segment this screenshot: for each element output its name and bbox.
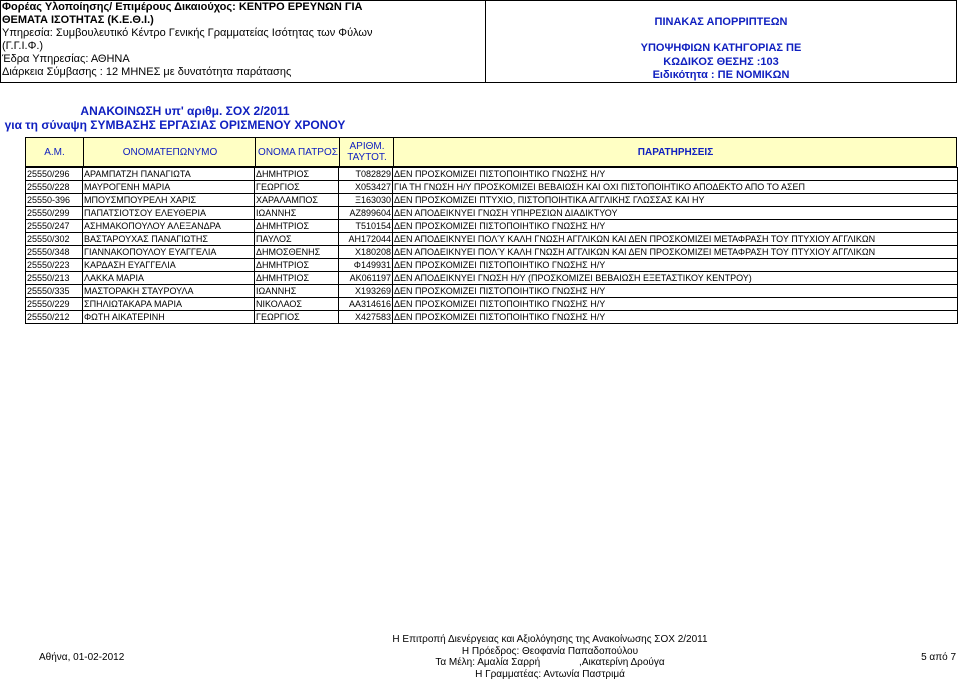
cell-father-name: ΔΗΜΟΣΘΕΝΗΣ <box>255 246 339 259</box>
cell-remarks: ΔΕΝ ΠΡΟΣΚΟΜΙΖΕΙ ΠΙΣΤΟΠΟΙΗΤΙΚΟ ΓΝΩΣΗΣ Η/Υ <box>393 311 958 324</box>
cell-remarks: ΔΕΝ ΠΡΟΣΚΟΜΙΖΕΙ ΠΙΣΤΟΠΟΙΗΤΙΚΟ ΓΝΩΣΗΣ Η/Υ <box>393 298 958 311</box>
header-agency-line1: Φορέας Υλοποίησης/ Επιμέρους Δικαιούχος: ΚΕΝΤΡΟ ΕΡΕΥΝΩΝ ΓΙΑ <box>2 1 363 13</box>
cell-id-number: ΑΗ172044 <box>339 233 393 246</box>
cell-father-name: ΙΩΑΝΝΗΣ <box>255 207 339 220</box>
cell-am: 25550/223 <box>26 259 83 272</box>
table-row <box>26 233 958 246</box>
cell-id-number: Ξ163030 <box>339 194 393 207</box>
header-seat: Έδρα Υπηρεσίας: ΑΘΗΝΑ <box>2 53 130 65</box>
cell-id-number: Χ053427 <box>339 181 393 194</box>
cell-fullname: ΑΣΗΜΑΚΟΠΟΥΛΟΥ ΑΛΕΞΑΝΔΡΑ <box>83 220 255 233</box>
cell-father-name: ΓΕΩΡΓΙΟΣ <box>255 181 339 194</box>
header-table-title: ΠΙΝΑΚΑΣ ΑΠΟΡΡΙΠΤΕΩΝ <box>654 16 788 28</box>
col-header-remarks: ΠΑΡΑΤΗΡΗΣΕΙΣ <box>393 138 957 166</box>
cell-fullname: ΣΠΗΛΙΩΤΑΚΑΡΑ ΜΑΡΙΑ <box>83 298 255 311</box>
table-row <box>26 259 958 272</box>
cell-remarks: ΔΕΝ ΑΠΟΔΕΙΚΝΥΕΙ ΠΟΛΎ ΚΑΛΗ ΓΝΩΣΗ ΑΓΓΛΙΚΩΝ ΚΑΙ ΔΕΝ ΠΡΟΣΚΟΜΙΖΕΙ ΜΕΤΑΦΡΑΣΗ ΤΟΥ ΠΤΥΧΙΟΥ ΑΓΓΛΙΚΩΝ <box>393 246 958 259</box>
cell-father-name: ΔΗΜΗΤΡΙΟΣ <box>255 220 339 233</box>
cell-fullname: ΒΑΣΤΑΡΟΥΧΑΣ ΠΑΝΑΓΙΩΤΗΣ <box>83 233 255 246</box>
announcement-line2: για τη σύναψη ΣΥΜΒΑΣΗΣ ΕΡΓΑΣΙΑΣ ΟΡΙΣΜΕΝΟΥ ΧΡΟΝΟΥ <box>4 118 346 132</box>
header-category: ΥΠΟΨΗΦΙΩΝ ΚΑΤΗΓΟΡΙΑΣ ΠΕ <box>640 42 802 54</box>
cell-remarks: ΔΕΝ ΑΠΟΔΕΙΚΝΥΕΙ ΓΝΩΣΗ ΥΠΗΡΕΣΙΩΝ ΔΙΑΔΙΚΤΥΟΥ <box>393 207 958 220</box>
header-agency-line2: ΘΕΜΑΤΑ ΙΣΟΤΗΤΑΣ (Κ.Ε.Θ.Ι.) <box>2 14 154 26</box>
col-header-fullname: ΟΝΟΜΑΤΕΠΩΝΥΜΟ <box>83 138 256 166</box>
cell-id-number: ΑΑ314616 <box>339 298 393 311</box>
table-header <box>25 137 957 167</box>
table-row <box>26 220 958 233</box>
cell-id-number: ΑΖ899604 <box>339 207 393 220</box>
header-service-line2: (Γ.Γ.Ι.Φ.) <box>2 40 44 52</box>
cell-remarks: ΔΕΝ ΠΡΟΣΚΟΜΙΖΕΙ ΠΙΣΤΟΠΟΙΗΤΙΚΟ ΓΝΩΣΗΣ Η/Υ <box>393 168 958 181</box>
cell-fullname: ΜΑΣΤΟΡΑΚΗ ΣΤΑΥΡΟΥΛΑ <box>83 285 255 298</box>
rejected-candidates-table <box>25 167 958 324</box>
cell-father-name: ΔΗΜΗΤΡΙΟΣ <box>255 272 339 285</box>
cell-id-number: Φ149931 <box>339 259 393 272</box>
header-organization-info <box>1 1 486 82</box>
cell-fullname: ΓΙΑΝΝΑΚΟΠΟΥΛΟΥ ΕΥΑΓΓΕΛΙΑ <box>83 246 255 259</box>
cell-remarks: ΓΙΑ ΤΗ ΓΝΩΣΗ Η/Υ ΠΡΟΣΚΟΜΙΖΕΙ ΒΕΒΑΙΩΣΗ ΚΑΙ ΟΧΙ ΠΙΣΤΟΠΟΙΗΤΙΚΟ ΑΠΟΔΕΚΤΟ ΑΠΟ ΤΟ ΑΣΕΠ <box>393 181 958 194</box>
announcement-title <box>0 104 350 132</box>
cell-am: 25550/229 <box>26 298 83 311</box>
document-date: Αθήνα, 01-02-2012 <box>39 652 125 663</box>
cell-am: 25550/335 <box>26 285 83 298</box>
cell-remarks: ΔΕΝ ΠΡΟΣΚΟΜΙΖΕΙ ΠΤΥΧΙΟ, ΠΙΣΤΟΠΟΙΗΤΙΚΑ ΑΓΓΛΙΚΗΣ ΓΛΩΣΣΑΣ ΚΑΙ ΗΥ <box>393 194 958 207</box>
cell-am: 25550-396 <box>26 194 83 207</box>
table-row <box>26 194 958 207</box>
signatures-block <box>320 634 780 680</box>
cell-fullname: ΜΠΟΥΣΜΠΟΥΡΕΛΗ ΧΑΡΙΣ <box>83 194 255 207</box>
cell-am: 25550/228 <box>26 181 83 194</box>
cell-fullname: ΚΑΡΔΑΣΗ ΕΥΑΓΓΕΛΙΑ <box>83 259 255 272</box>
cell-father-name: ΠΑΥΛΟΣ <box>255 233 339 246</box>
announcement-line1: ΑΝΑΚΟΙΝΩΣΗ υπ' αριθμ. ΣΟΧ 2/2011 <box>80 104 290 118</box>
cell-father-name: ΔΗΜΗΤΡΙΟΣ <box>255 168 339 181</box>
cell-am: 25550/296 <box>26 168 83 181</box>
cell-am: 25550/348 <box>26 246 83 259</box>
cell-fullname: ΦΩΤΗ ΑΙΚΑΤΕΡΙΝΗ <box>83 311 255 324</box>
col-header-am: Α.Μ. <box>44 146 65 158</box>
col-header-father-name: ΟΝΟΜΑ ΠΑΤΡΟΣ <box>255 138 340 166</box>
president-line: Η Πρόεδρος: Θεοφανία Παπαδοπούλου <box>461 645 639 657</box>
cell-id-number: Χ180208 <box>339 246 393 259</box>
cell-father-name: ΝΙΚΟΛΑΟΣ <box>255 298 339 311</box>
cell-remarks: ΔΕΝ ΑΠΟΔΕΙΚΝΥΕΙ ΠΟΛΎ ΚΑΛΗ ΓΝΩΣΗ ΑΓΓΛΙΚΩΝ ΚΑΙ ΔΕΝ ΠΡΟΣΚΟΜΙΖΕΙ ΜΕΤΑΦΡΑΣΗ ΤΟΥ ΠΤΥΧΙΟΥ ΑΓΓΛΙΚΩΝ <box>393 233 958 246</box>
cell-remarks: ΔΕΝ ΑΠΟΔΕΙΚΝΥΕΙ ΓΝΩΣΗ Η/Υ (ΠΡΟΣΚΟΜΙΖΕΙ ΒΕΒΑΙΩΣΗ ΕΞΕΤΑΣΤΙΚΟΥ ΚΕΝΤΡΟΥ) <box>393 272 958 285</box>
header-specialty: Ειδικότητα : ΠΕ ΝΟΜΙΚΩΝ <box>652 69 790 81</box>
cell-fullname: ΛΑΚΚΑ ΜΑΡΙΑ <box>83 272 255 285</box>
cell-father-name: ΓΕΩΡΓΙΟΣ <box>255 311 339 324</box>
cell-fullname: ΠΑΠΑΤΣΙΟΤΣΟΥ ΕΛΕΥΘΕΡΙΑ <box>83 207 255 220</box>
cell-id-number: ΑΚ061197 <box>339 272 393 285</box>
cell-remarks: ΔΕΝ ΠΡΟΣΚΟΜΙΖΕΙ ΠΙΣΤΟΠΟΙΗΤΙΚΟ ΓΝΩΣΗΣ Η/Υ <box>393 259 958 272</box>
table-row <box>26 181 958 194</box>
table-row <box>26 298 958 311</box>
cell-am: 25550/247 <box>26 220 83 233</box>
cell-id-number: Χ427583 <box>339 311 393 324</box>
table-row <box>26 207 958 220</box>
table-row <box>26 311 958 324</box>
table-row <box>26 246 958 259</box>
header-duration: Διάρκεια Σύμβασης : 12 ΜΗΝΕΣ με δυνατότητα παράτασης <box>2 66 292 78</box>
page-number: 5 από 7 <box>921 652 956 663</box>
header-position-code: ΚΩΔΙΚΟΣ ΘΕΣΗΣ :103 <box>663 56 779 68</box>
header-table-info <box>486 1 956 82</box>
cell-id-number: Τ510154 <box>339 220 393 233</box>
cell-am: 25550/212 <box>26 311 83 324</box>
cell-father-name: ΧΑΡΑΛΑΜΠΟΣ <box>255 194 339 207</box>
cell-am: 25550/302 <box>26 233 83 246</box>
header-service-line1: Υπηρεσία: Συμβουλευτικό Κέντρο Γενικής Γραμματείας Ισότητας των Φύλων <box>2 27 373 39</box>
cell-father-name: ΙΩΑΝΝΗΣ <box>255 285 339 298</box>
cell-id-number: Χ193269 <box>339 285 393 298</box>
col-header-id-number: ΑΡΙΘΜ. ΤΑΥΤΟΤ. <box>339 138 394 166</box>
secretary-line: Η Γραμματέας: Αντωνία Παστριμά <box>475 668 625 680</box>
cell-fullname: ΜΑΥΡΟΓΕΝΗ ΜΑΡΙΑ <box>83 181 255 194</box>
cell-remarks: ΔΕΝ ΠΡΟΣΚΟΜΙΖΕΙ ΠΙΣΤΟΠΟΙΗΤΙΚΟ ΓΝΩΣΗΣ Η/Υ <box>393 220 958 233</box>
cell-remarks: ΔΕΝ ΠΡΟΣΚΟΜΙΖΕΙ ΠΙΣΤΟΠΟΙΗΤΙΚΟ ΓΝΩΣΗΣ Η/Υ <box>393 285 958 298</box>
table-row <box>26 285 958 298</box>
table-row <box>26 272 958 285</box>
committee-line: Η Επιτροπή Διενέργειας και Αξιολόγησης της Ανακοίνωσης ΣΟΧ 2/2011 <box>392 634 708 645</box>
document-header <box>0 0 957 83</box>
table-row <box>26 168 958 181</box>
cell-father-name: ΔΗΜΗΤΡΙΟΣ <box>255 259 339 272</box>
cell-id-number: Τ082829 <box>339 168 393 181</box>
members-line: Τα Μέλη: Αμαλία Σαρρή ,Αικατερίνη Δρούγα <box>435 657 665 668</box>
cell-am: 25550/299 <box>26 207 83 220</box>
cell-fullname: ΑΡΑΜΠΑΤΖΗ ΠΑΝΑΓΙΩΤΑ <box>83 168 255 181</box>
cell-am: 25550/213 <box>26 272 83 285</box>
